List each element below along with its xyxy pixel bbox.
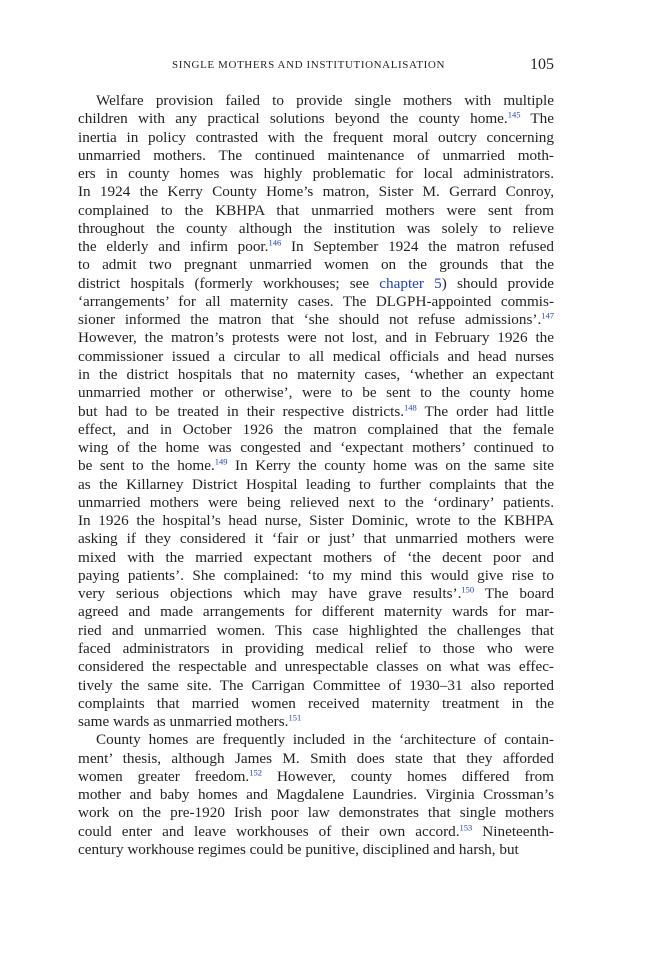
footnote-ref[interactable]: 150 (461, 584, 475, 595)
text-line (78, 549, 554, 567)
text-run: In 1926 the hospital’s head nurse, Sister Dominic, wrote to the KBHPA (78, 512, 554, 530)
body-text (78, 92, 554, 859)
text-line (78, 329, 554, 347)
text-run: could enter and leave workhouses of their own accord. (78, 822, 460, 840)
footnote-ref[interactable]: 149 (214, 457, 228, 468)
text-run: ment’ thesis, although James M. Smith does state that they afforded (78, 749, 554, 767)
text-run: in the district hospitals that no maternity cases, ‘whether an expectant (78, 365, 554, 383)
text-line (78, 238, 554, 256)
text-line (78, 823, 554, 841)
text-run: County homes are frequently included in the ‘architecture of contain- (96, 731, 554, 749)
paragraph (78, 92, 554, 731)
text-run: inertia in policy contrasted with the frequent moral outcry concerning (78, 128, 554, 146)
text-run: same wards as unmarried mothers. (78, 713, 289, 731)
text-line (78, 567, 554, 585)
text-run: unmarried mothers. The continued maintenance of unmarried moth- (78, 146, 554, 164)
text-line (78, 768, 554, 786)
text-line (78, 640, 554, 658)
text-line (78, 348, 554, 366)
text-run: sioner informed the matron that ‘she should not refuse admissions’. (78, 311, 542, 329)
text-line (78, 256, 554, 274)
footnote-ref[interactable]: 153 (459, 822, 473, 833)
text-run: as the Killarney District Hospital leading to further complaints that the (78, 475, 554, 493)
text-run: The order had little (416, 402, 554, 420)
footnote-ref[interactable]: 147 (541, 310, 554, 321)
text-run: commissioner issued a circular to all medical officials and head nurses (78, 347, 554, 365)
text-run: The (520, 110, 554, 128)
text-line (78, 512, 554, 530)
text-line (78, 110, 554, 128)
text-run: complaints that married women received maternity treatment in the (78, 694, 554, 712)
text-run: faced administrators in providing medical relief to those who were (78, 639, 554, 657)
text-line (78, 786, 554, 804)
text-run: asking if they considered it ‘fair or just’ that unmarried mothers were (78, 530, 554, 548)
text-run: complained to the KBHPA that unmarried mothers were sent from (78, 201, 554, 219)
text-run: but had to be treated in their respective districts. (78, 402, 405, 420)
text-run: Welfare provision failed to provide single mothers with multiple (96, 92, 554, 109)
text-line (78, 476, 554, 494)
paragraph (78, 731, 554, 859)
text-run: ‘arrangements’ for all maternity cases. The DLGPH-appointed commis- (78, 292, 554, 310)
text-run: However, the matron’s protests were not lost, and in February 1926 the (78, 329, 554, 347)
text-run: to admit two pregnant unmarried women on the grounds that the (78, 256, 554, 274)
text-line (78, 622, 554, 640)
chapter-link[interactable]: chapter 5 (379, 274, 442, 292)
text-line (78, 147, 554, 165)
text-line (78, 695, 554, 713)
text-line (78, 731, 554, 749)
text-run: tively the same site. The Carrigan Committee of 1930–31 also reported (78, 676, 554, 694)
text-line (78, 658, 554, 676)
text-line (78, 129, 554, 147)
text-line (78, 275, 554, 293)
text-run: unmarried mother or otherwise’, were to be sent to the county home (78, 384, 554, 402)
text-run: district hospitals (formerly workhouses; see (78, 274, 380, 292)
text-line (78, 183, 554, 201)
text-run: mixed with the married expectant mothers of ‘the decent poor and (78, 548, 554, 566)
text-run: women greater freedom. (78, 767, 250, 785)
text-run: century workhouse regimes could be punitive, disciplined and harsh, but (78, 840, 519, 858)
text-line (78, 841, 554, 859)
text-line (78, 804, 554, 822)
running-title: SINGLE MOTHERS AND INSTITUTIONALISATION (172, 59, 446, 71)
text-run: effect, and in October 1926 the matron complained that the female (78, 420, 554, 438)
text-line (78, 585, 554, 603)
footnote-ref[interactable]: 148 (404, 402, 417, 413)
text-line (78, 677, 554, 695)
text-run: children with any practical solutions beyond the county home. (78, 110, 508, 128)
text-run: ers in county homes was highly problematic for local administrators. (78, 165, 554, 183)
text-line (78, 603, 554, 621)
text-line (78, 311, 554, 329)
text-line (78, 165, 554, 183)
text-line (78, 384, 554, 402)
text-line (78, 92, 554, 110)
text-run: However, county homes differed from (261, 767, 554, 785)
text-run: throughout the county although the institution was solely to relieve (78, 219, 554, 237)
text-run: considered the respectable and unrespectable classes on what was effec- (78, 658, 554, 676)
text-line (78, 439, 554, 457)
text-run: unmarried mothers were being relieved next to the ‘ordinary’ patients. (78, 493, 554, 511)
text-line (78, 366, 554, 384)
text-line (78, 202, 554, 220)
text-run: In 1924 the Kerry County Home’s matron, Sister M. Gerrard Conroy, (78, 183, 554, 201)
text-run: the elderly and infirm poor. (78, 238, 269, 256)
text-run: work on the pre-1920 Irish poor law demonstrates that single mothers (78, 804, 554, 822)
text-run: very serious objections which may have grave results’. (78, 585, 462, 603)
text-run: be sent to the home. (78, 457, 215, 475)
text-line (78, 457, 554, 475)
text-run: In September 1924 the matron refused (281, 238, 554, 256)
footnote-ref[interactable]: 151 (288, 712, 302, 723)
text-line (78, 750, 554, 768)
text-run: ) should provide (441, 274, 554, 292)
text-run: paying patients’. She complained: ‘to my mind this would give rise to (78, 566, 554, 584)
footnote-ref[interactable]: 152 (249, 767, 262, 778)
running-head (78, 56, 554, 76)
text-run: The board (474, 585, 554, 603)
page-number: 105 (530, 56, 554, 73)
text-line (78, 220, 554, 238)
text-run: mother and baby homes and Magdalene Laundries. Virginia Crossman’s (78, 786, 554, 804)
text-line (78, 421, 554, 439)
text-run: Nineteenth- (472, 822, 554, 840)
text-line (78, 494, 554, 512)
text-run: agreed and made arrangements for different maternity wards for mar- (78, 603, 554, 621)
footnote-ref[interactable]: 146 (268, 237, 282, 248)
text-run: wing of the home was congested and ‘expectant mothers’ continued to (78, 439, 554, 457)
footnote-ref[interactable]: 145 (507, 110, 521, 120)
text-line (78, 530, 554, 548)
text-run: ried and unmarried women. This case highlighted the challenges that (78, 621, 554, 639)
text-line (78, 293, 554, 311)
text-run: In Kerry the county home was on the same site (227, 457, 554, 475)
text-line (78, 713, 554, 731)
text-line (78, 403, 554, 421)
